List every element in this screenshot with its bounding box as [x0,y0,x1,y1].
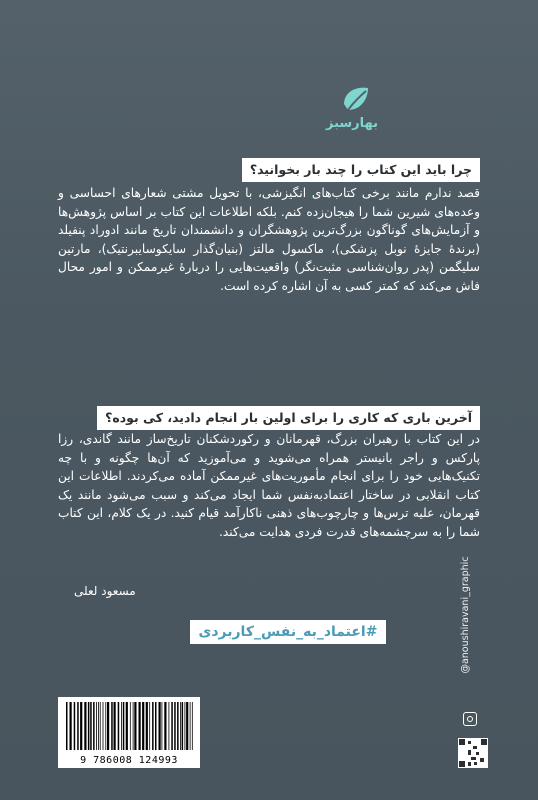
barcode [58,697,200,768]
question-heading-1: چرا باید این کتاب را چند بار بخوانید؟ [242,158,480,182]
hashtag-label: #اعتماد_به_نفس_کاربردی [190,620,386,644]
social-handle: @anoushiravani_graphic [460,556,471,674]
barcode-bars [64,702,194,750]
publisher-logo [325,82,378,140]
paragraph-1: قصد ندارم مانند برخی کتاب‌های انگیزشی، با تحویل مشتی شعارهای احساسی و وعده‌های شیرین شما را هیجان‌زده کنم. بلکه اطلاعات این کتاب بر اساس پژوهش‌ها و آزمایش‌های گوناگون بزرگ‌ترین پژوهشگران و دانشمندان تاریخ مانند ادوراد پنفیلد (برندهٔ جایزهٔ نوبل پزشکی)، ماکسول مالتز (بنیان‌گذار سایکوسایبرنتیک)، مارتین سلیگمن (پدر روان‌شناسی مثبت‌نگر) واقعیت‌هایی را دربارهٔ غیرممکن و امور محال فاش می‌کند که کمتر کسی به آن اشاره کرده است. [58,186,480,293]
leaf-icon [338,82,374,118]
author-name: مسعود لعلی [74,584,136,598]
qr-code-icon [458,738,488,768]
instagram-icon [463,712,477,726]
social-credit [458,520,478,710]
paragraph-2: در این کتاب با رهبران بزرگ، قهرمانان و رکوردشکنان تاریخ‌ساز مانند گاندی، رزا پارکس و راجر بانیستر همراه می‌شوید و می‌آموزید که آن‌ها چگونه و با چه تکنیک‌هایی خود را برای انجام مأموریت‌های غیرممکن آماده می‌کردند. اطلاعات این کتاب انقلابی در ساختار اعتمادبه‌نفس شما ایجاد می‌کند و سبب می‌شود مانند یک قهرمان، علیه ترس‌ها و چارچوب‌های ذهنی ناکارآمد قیام کنید. در یک کلام، این کتاب شما را به سرچشمه‌های قدرت فردی هدایت می‌کند. [58,432,480,539]
question-heading-2: آخرین باری که کاری را برای اولین بار انجام دادید، کی بوده؟ [97,406,480,430]
publisher-name: بهارسبز [325,116,378,131]
barcode-number: 9 786008 124993 [80,755,178,766]
